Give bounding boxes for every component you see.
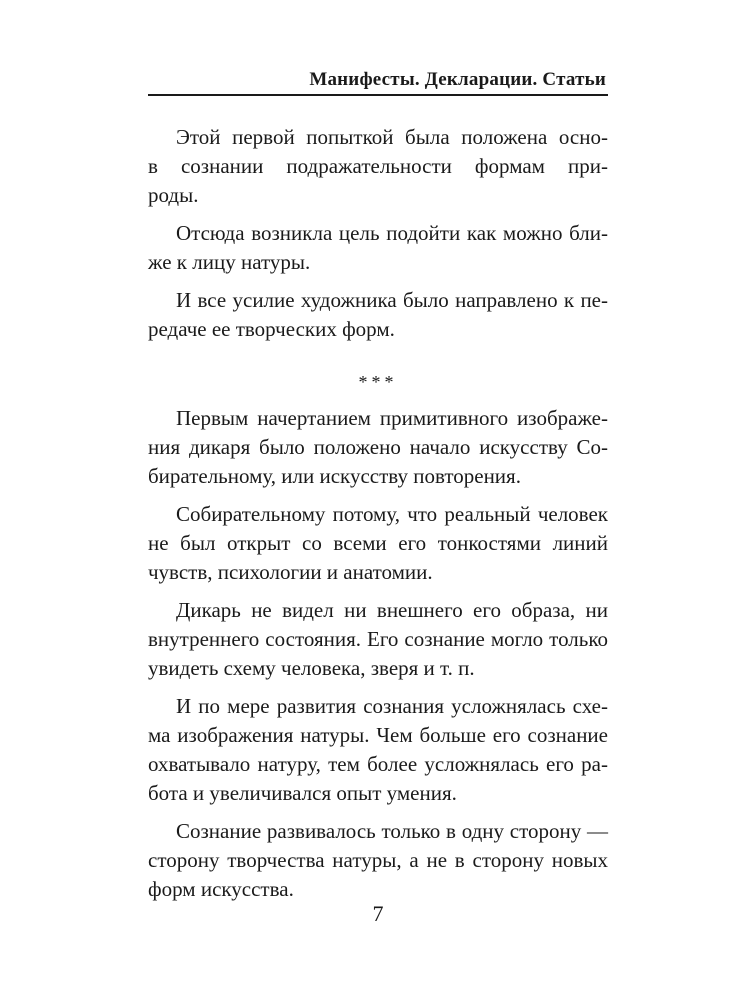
text-line: Отсюда возникла цель подойти как можно бли- — [176, 221, 608, 245]
text-line: в сознании подражательности формам при- — [148, 154, 608, 178]
text-line: И по мере развития сознания усложнялась схе- — [176, 694, 608, 718]
paragraph-gap — [148, 587, 608, 596]
text-line: редаче ее творческих форм. — [148, 317, 395, 341]
paragraph — [148, 123, 608, 210]
paragraph-gap — [148, 210, 608, 219]
paragraph — [148, 404, 608, 491]
text-line: И все усилие художника было направлено к пе- — [176, 288, 608, 312]
paragraph — [148, 596, 608, 683]
text-line: Собирательному потому, что реальный человек — [176, 502, 608, 526]
text-line: Этой первой попыткой была положена осно- — [176, 125, 608, 149]
text-line: Сознание развивалось только в одну сторону — — [176, 819, 608, 843]
paragraph-gap — [148, 808, 608, 817]
text-section-1 — [148, 123, 608, 344]
paragraph-gap — [148, 683, 608, 692]
text-line: охватывало натуру, тем более усложнялась его ра- — [148, 752, 608, 776]
text-line: чувств, психологии и анатомии. — [148, 560, 433, 584]
paragraph — [148, 500, 608, 587]
text-line: увидеть схему человека, зверя и т. п. — [148, 656, 475, 680]
paragraph — [148, 817, 608, 904]
paragraph-gap — [148, 491, 608, 500]
text-line: бирательному, или искусству повторения. — [148, 464, 521, 488]
section-separator: *** — [358, 372, 398, 392]
paragraph — [148, 286, 608, 344]
text-line: внутреннего состояния. Его сознание могло только — [148, 627, 608, 651]
paragraph — [148, 219, 608, 277]
text-line: ма изображения натуры. Чем больше его сознание — [148, 723, 608, 747]
paragraph — [148, 692, 608, 808]
paragraph-gap — [148, 277, 608, 286]
text-line: ния дикаря было положено начало искусству Со- — [148, 435, 608, 459]
text-line: бота и увеличивался опыт умения. — [148, 781, 457, 805]
text-line: форм искусства. — [148, 877, 294, 901]
running-title: Манифесты. Декларации. Статьи — [309, 69, 606, 90]
text-line: же к лицу натуры. — [148, 250, 311, 274]
header-rule — [148, 94, 608, 96]
text-line: роды. — [148, 183, 199, 207]
text-section-2 — [148, 404, 608, 904]
text-line: не был открыт со всеми его тонкостями линий — [148, 531, 608, 555]
text-line: сторону творчества натуры, а не в сторону новых — [148, 848, 608, 872]
text-line: Первым начертанием примитивного изображе- — [176, 406, 608, 430]
page-number: 7 — [372, 901, 384, 926]
text-line: Дикарь не видел ни внешнего его образа, ни — [176, 598, 608, 622]
